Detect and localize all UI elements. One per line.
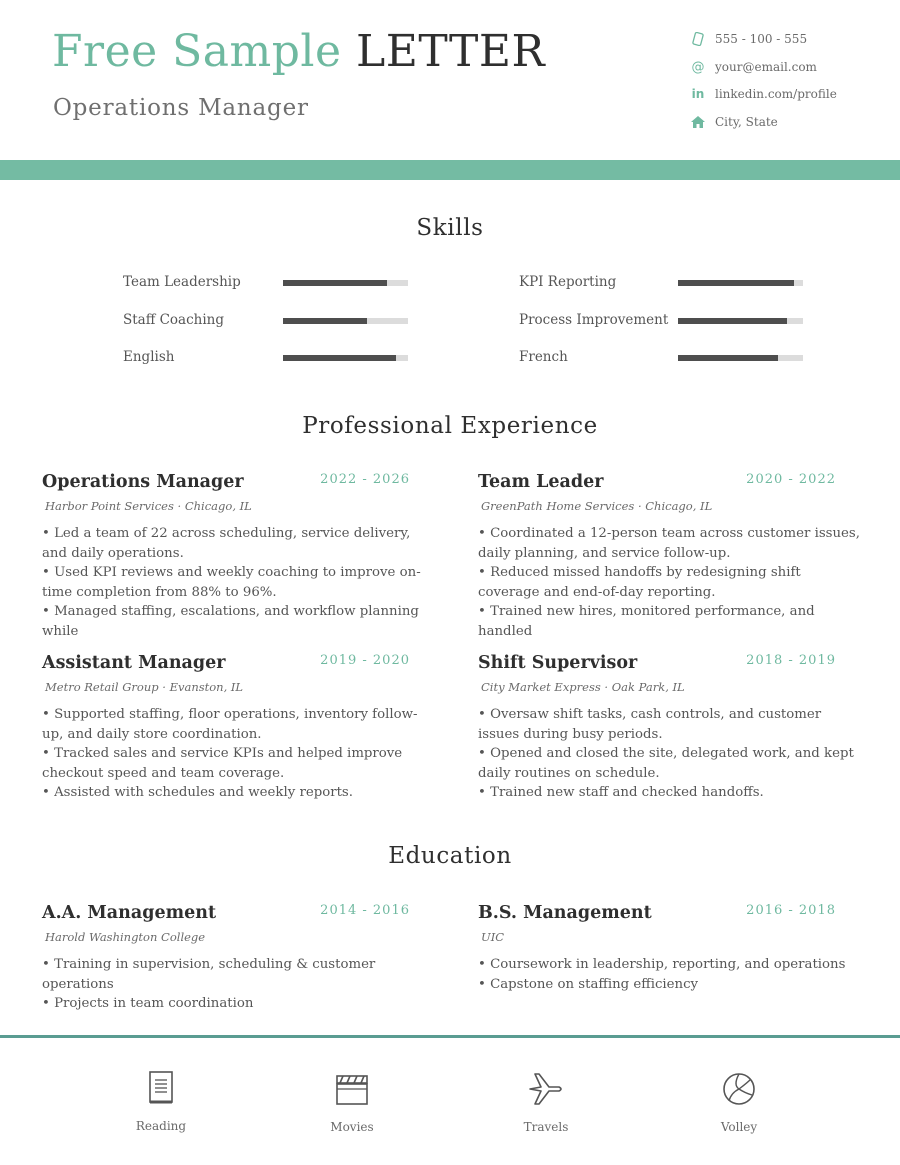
education-school: Harold Washington College [45, 930, 206, 944]
experience-company: City Market Express · Oak Park, IL [481, 680, 685, 694]
bullet-item: • Reduced missed handoffs by redesigning shift coverage and end-of-day reporting. [478, 565, 801, 600]
education-dates: 2016 - 2018 [746, 903, 836, 918]
skill-bar [678, 318, 803, 324]
home-icon [690, 114, 706, 130]
at-icon: @ [691, 59, 705, 75]
skill-bar [678, 355, 803, 361]
experience-dates: 2018 - 2019 [746, 653, 836, 668]
education-bullets [478, 955, 863, 994]
contact-phone-text: 555 - 100 - 555 [715, 32, 808, 46]
section-title-skills: Skills [416, 215, 484, 241]
book-icon [101, 1070, 221, 1106]
clapperboard-icon [292, 1071, 412, 1107]
experience-company: GreenPath Home Services · Chicago, IL [481, 499, 713, 513]
hobby-movies [292, 1071, 412, 1134]
skill-bar [283, 280, 408, 286]
bullet-item: • Coursework in leadership, reporting, and operations [478, 957, 846, 972]
skill-bar [678, 280, 803, 286]
experience-title: Team Leader [478, 472, 604, 492]
airplane-icon [486, 1070, 606, 1108]
education-bullets [42, 955, 437, 1014]
bullet-item: • Opened and closed the site, delegated work, and kept daily routines on schedule. [478, 746, 854, 781]
bullet-item: • Led a team of 22 across scheduling, service delivery, and daily operations. [42, 526, 411, 561]
contact-linkedin-text[interactable]: linkedin.com/profile [715, 87, 837, 101]
hobby-label: Travels [523, 1120, 569, 1134]
experience-bullets [42, 705, 437, 803]
skill-bar-fill [678, 355, 778, 361]
bullet-item: • Supported staffing, floor operations, inventory follow-up, and daily store coordination. [42, 707, 418, 742]
skill-label: Staff Coaching [123, 312, 225, 328]
bullet-item: • Oversaw shift tasks, cash controls, and customer issues during busy periods. [478, 707, 822, 742]
bullet-item: • Managed staffing, escalations, and workflow planning while [42, 604, 419, 639]
experience-dates: 2019 - 2020 [320, 653, 410, 668]
experience-title: Operations Manager [42, 472, 244, 492]
education-degree: A.A. Management [42, 903, 217, 923]
skill-label: KPI Reporting [519, 274, 617, 290]
phone-icon [690, 31, 706, 47]
hobby-reading [101, 1070, 221, 1133]
job-role-title: Operations Manager [53, 95, 309, 121]
bullet-item: • Used KPI reviews and weekly coaching to improve on-time completion from 88% to 96%. [42, 565, 421, 600]
section-title-experience: Professional Experience [302, 413, 598, 439]
bullet-item: • Coordinated a 12-person team across customer issues, daily planning, and service follow-up. [478, 526, 860, 561]
name-last: LETTER [356, 26, 546, 77]
bullet-item: • Projects in team coordination [42, 996, 254, 1012]
experience-bullets [478, 524, 863, 642]
education-school: UIC [481, 930, 505, 944]
education-degree: B.S. Management [478, 903, 652, 923]
experience-title: Assistant Manager [42, 653, 226, 673]
experience-company: Metro Retail Group · Evanston, IL [45, 680, 244, 694]
skill-bar-fill [283, 355, 396, 361]
experience-bullets [478, 705, 863, 803]
bullet-item: • Capstone on staffing efficiency [478, 976, 699, 992]
contact-email [690, 57, 817, 77]
linkedin-icon: in [691, 87, 705, 101]
skill-bar [283, 318, 408, 324]
contact-location-text: City, State [715, 115, 778, 129]
bullet-item: • Trained new staff and checked handoffs. [478, 785, 764, 801]
contact-email-text[interactable]: your@email.com [715, 60, 817, 74]
contact-linkedin [690, 84, 837, 104]
skill-label: Team Leadership [123, 274, 241, 290]
skill-label: French [519, 349, 568, 365]
section-title-education: Education [388, 843, 512, 869]
bullet-item: • Training in supervision, scheduling & customer operations [42, 957, 376, 992]
experience-company: Harbor Point Services · Chicago, IL [45, 499, 252, 513]
bullet-item: • Trained new hires, monitored performance, and handled [478, 604, 815, 639]
hobby-label: Reading [135, 1119, 187, 1133]
volleyball-icon [679, 1071, 799, 1107]
bullet-item: • Tracked sales and service KPIs and helped improve checkout speed and team coverage. [42, 746, 403, 781]
skill-bar-fill [283, 318, 367, 324]
skill-bar-fill [678, 318, 787, 324]
skill-label: Process Improvement [519, 312, 669, 328]
experience-title: Shift Supervisor [478, 653, 638, 673]
skill-label: English [123, 349, 175, 365]
header-accent-band [0, 160, 900, 180]
name-first: Free Sample [52, 26, 342, 77]
experience-dates: 2020 - 2022 [746, 472, 836, 487]
experience-dates: 2022 - 2026 [320, 472, 410, 487]
footer-divider [0, 1035, 900, 1038]
skill-bar-fill [678, 280, 794, 286]
experience-bullets [42, 524, 437, 642]
contact-location [690, 112, 778, 132]
hobby-label: Volley [720, 1120, 758, 1134]
hobby-travels [486, 1070, 606, 1134]
skill-bar [283, 355, 408, 361]
education-dates: 2014 - 2016 [320, 903, 410, 918]
contact-phone [690, 29, 807, 49]
bullet-item: • Assisted with schedules and weekly reports. [42, 785, 353, 801]
hobby-volley [679, 1071, 799, 1134]
resume-name [52, 26, 545, 77]
hobby-label: Movies [330, 1120, 374, 1134]
skill-bar-fill [283, 280, 387, 286]
